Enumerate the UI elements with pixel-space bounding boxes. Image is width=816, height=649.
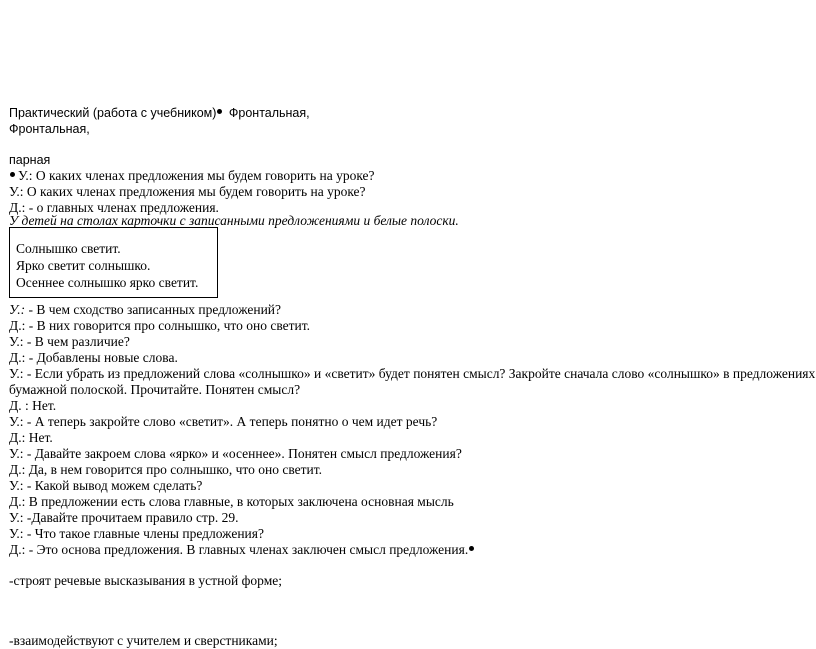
teacher-note: У детей на столах карточки с записанными предложениями и белые полоски.: [9, 213, 459, 228]
dialogue-line-12: У.: - Какой вывод можем сделать?: [9, 478, 203, 493]
card-sentence-2: Ярко светит солнышко.: [16, 258, 151, 273]
dialogue-line-6: бумажной полоской. Прочитайте. Понятен смысл?: [9, 382, 301, 397]
dialogue-line-14: У.: -Давайте прочитаем правило стр. 29.: [9, 510, 239, 525]
dialogue-top-line-3: Д.: - о главных членах предложения.: [9, 200, 219, 215]
dialogue-top-line-1: У.: О каких членах предложения мы будем говорить на уроке?: [9, 168, 375, 184]
bullet-icon: [10, 172, 15, 177]
form-frontal-label: Фронтальная,: [225, 106, 310, 120]
bullet-icon: [217, 109, 222, 114]
sentence-card: [9, 227, 218, 298]
dialogue-line-3: У.: - В чем различие?: [9, 334, 130, 349]
form-line-3: парная: [9, 153, 51, 167]
dialogue-line-4: Д.: - Добавлены новые слова.: [9, 350, 178, 365]
form-practical-label: Практический (работа с учебником): [9, 106, 217, 120]
speaker-label: У.:: [9, 302, 26, 317]
card-sentence-1: Солнышко светит.: [16, 241, 121, 256]
dialogue-top-line-2: У.: О каких членах предложения мы будем говорить на уроке?: [9, 184, 366, 199]
dialogue-line-13: Д.: В предложении есть слова главные, в которых заключена основная мысль: [9, 494, 454, 509]
card-sentence-3: Осеннее солнышко ярко светит.: [16, 275, 199, 290]
dialogue-line-8: У.: - А теперь закройте слово «светит». А теперь понятно о чем идет речь?: [9, 414, 438, 429]
bullet-icon: [469, 546, 474, 551]
dialogue-line-9: Д.: Нет.: [9, 430, 53, 445]
outcome-item-2: -взаимодействуют с учителем и сверстниками;: [9, 633, 278, 648]
dialogue-line-1: У.: - В чем сходство записанных предложений?: [9, 302, 282, 317]
dialogue-line-15: У.: - Что такое главные члены предложения?: [9, 526, 264, 541]
dialogue-line-2: Д.: - В них говорится про солнышко, что оно светит.: [9, 318, 310, 333]
dialogue-line-10: У.: - Давайте закроем слова «ярко» и «осеннее». Понятен смысл предложения?: [9, 446, 462, 461]
form-line-1: [9, 105, 310, 121]
dialogue-line-7: Д. : Нет.: [9, 398, 57, 413]
form-line-2: Фронтальная,: [9, 122, 90, 136]
outcome-item-1: -строят речевые высказывания в устной форме;: [9, 573, 282, 588]
dialogue-line-5: У.: - Если убрать из предложений слова «солнышко» и «светит» будет понятен смысл? Закройте сначала слово «солнышко» в предложениях: [9, 366, 816, 381]
dialogue-line-11: Д.: Да, в нем говорится про солнышко, что оно светит.: [9, 462, 323, 477]
dialogue-line-16: Д.: - Это основа предложения. В главных членах заключен смысл предложения.: [9, 542, 477, 558]
